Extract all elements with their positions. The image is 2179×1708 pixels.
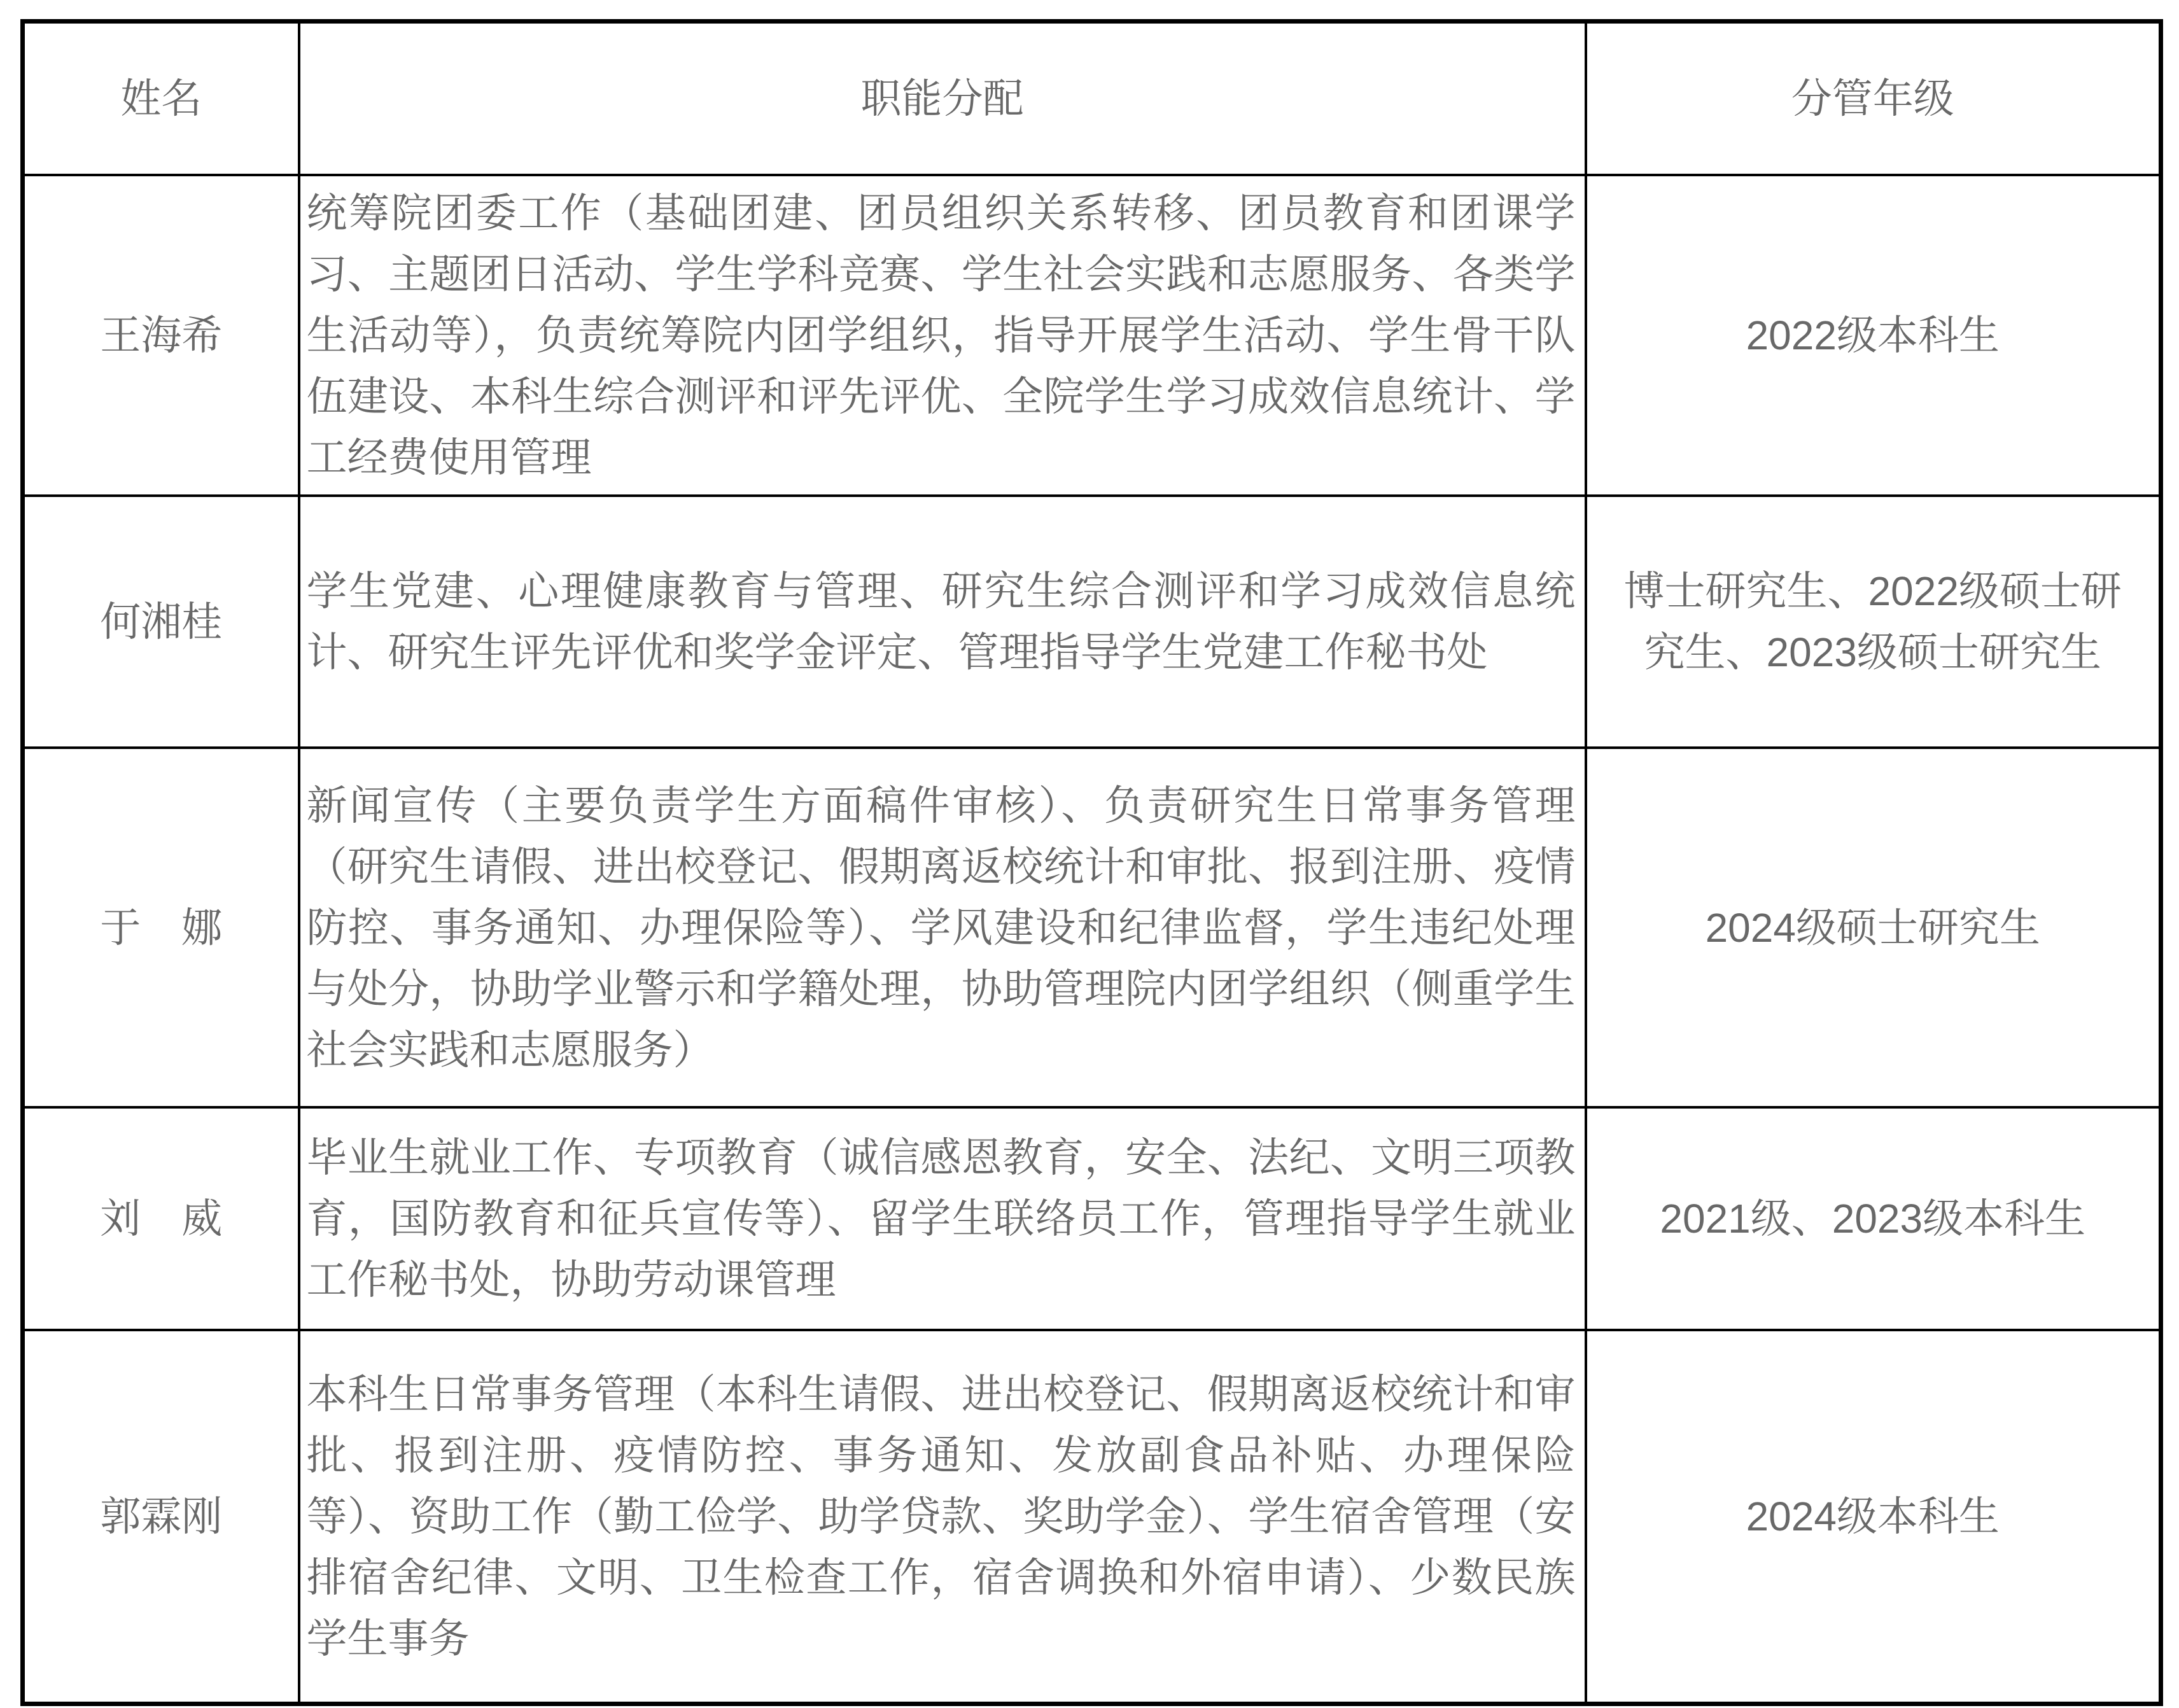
name-cell: 王海希 — [23, 175, 299, 496]
grade-cell: 2024级硕士研究生 — [1586, 748, 2161, 1107]
name-cell: 郭霖刚 — [23, 1330, 299, 1704]
staff-duty-table — [20, 19, 2163, 1706]
name-cell: 于 娜 — [23, 748, 299, 1107]
duties-cell: 新闻宣传（主要负责学生方面稿件审核）、负责研究生日常事务管理（研究生请假、进出校登记、假期离返校统计和审批、报到注册、疫情防控、事务通知、办理保险等）、学风建设和纪律监督，学生违纪处理与处分，协助学业警示和学籍处理，协助管理院内团学组织（侧重学生社会实践和志愿服务） — [299, 748, 1586, 1107]
duties-cell: 本科生日常事务管理（本科生请假、进出校登记、假期离返校统计和审批、报到注册、疫情防控、事务通知、发放副食品补贴、办理保险等）、资助工作（勤工俭学、助学贷款、奖助学金）、学生宿舍管理（安排宿舍纪律、文明、卫生检查工作，宿舍调换和外宿申请）、少数民族学生事务 — [299, 1330, 1586, 1704]
grade-cell: 博士研究生、2022级硕士研究生、2023级硕士研究生 — [1586, 496, 2161, 748]
grade-cell: 2021级、2023级本科生 — [1586, 1107, 2161, 1330]
table-row — [23, 175, 2161, 496]
header-name: 姓名 — [23, 22, 299, 176]
header-duties: 职能分配 — [299, 22, 1586, 176]
table-row — [23, 1330, 2161, 1704]
table-row — [23, 1107, 2161, 1330]
table-row — [23, 748, 2161, 1107]
duties-cell: 统筹院团委工作（基础团建、团员组织关系转移、团员教育和团课学习、主题团日活动、学生学科竞赛、学生社会实践和志愿服务、各类学生活动等），负责统筹院内团学组织，指导开展学生活动、学生骨干队伍建设、本科生综合测评和评先评优、全院学生学习成效信息统计、学工经费使用管理 — [299, 175, 1586, 496]
duties-cell: 毕业生就业工作、专项教育（诚信感恩教育，安全、法纪、文明三项教育，国防教育和征兵宣传等）、留学生联络员工作，管理指导学生就业工作秘书处，协助劳动课管理 — [299, 1107, 1586, 1330]
grade-cell: 2024级本科生 — [1586, 1330, 2161, 1704]
name-cell: 何湘桂 — [23, 496, 299, 748]
name-cell: 刘 威 — [23, 1107, 299, 1330]
table-row — [23, 496, 2161, 748]
grade-cell: 2022级本科生 — [1586, 175, 2161, 496]
header-grade: 分管年级 — [1586, 22, 2161, 176]
header-row — [23, 22, 2161, 176]
duties-cell: 学生党建、心理健康教育与管理、研究生综合测评和学习成效信息统计、研究生评先评优和奖学金评定、管理指导学生党建工作秘书处 — [299, 496, 1586, 748]
